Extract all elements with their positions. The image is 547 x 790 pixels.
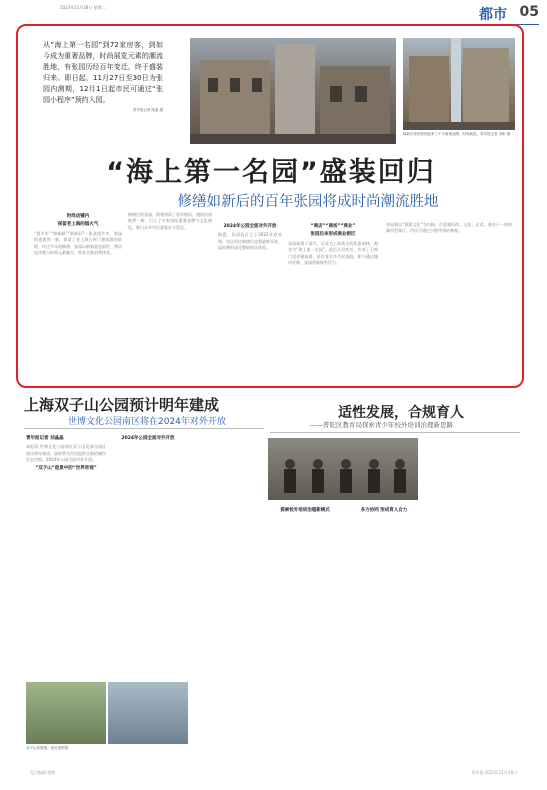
article2-column-1 (26, 434, 106, 678)
column-1-text: “很多年”“换新颜”“新新旧”一张张图片中，张园街道焕然一新，保留了老上海石库门建筑群的肌理。经过多年的修缮，张园以崭新姿态面世，将历史风貌与时尚元素融合，带来全新消费体验。 (34, 230, 122, 256)
article3-heading1: 探索校外培训治理新模式 (280, 508, 330, 513)
photo-caption: 焕新归来的张园迎来了不少重奢品牌、时尚展览。青年报记者 刘昕 摄 (403, 132, 511, 136)
lead-credit: 青年报记者 陈嘉 摄 (132, 108, 163, 112)
article3-column-2 (346, 506, 422, 746)
article2-text: 本报讯 世博文化公园南区双子山及部分园区预计明年建成，届时将为市民提供全新的城市生态空间。2024年公园全面对外开放。 (26, 444, 106, 463)
column-2-text: 修缮后的张园，街巷保留了原有格局，建筑内部焕然一新，引入了多家国际重奢品牌与文化展览，吸引众多市民游客打卡留念。 (128, 212, 212, 230)
section-name: 都市 (479, 7, 507, 23)
article3-column-right (426, 438, 520, 744)
lead-paragraph (43, 40, 163, 113)
article2-column-2 (110, 434, 186, 678)
article2-rule (24, 428, 264, 429)
column-3 (218, 222, 282, 380)
article2-credit: 青年报记者 刘晶晶 (26, 436, 64, 441)
article2-column-3 (190, 434, 264, 744)
footer-left: 见习编辑 徐晓 (30, 770, 56, 775)
article3-photo (268, 438, 418, 500)
zhangyuan-lane-photo (403, 38, 515, 130)
page-number: 05 (519, 4, 539, 20)
column-4-text: 张园始建于清代，后成为上海著名的私家园林，被誉为“海上第一名园”。此后几经变迁，形成了石库门里弄建筑群，居住着众多市民家庭。如今通过城市更新，张园重新焕发活力。 (288, 240, 378, 266)
people-illustration (268, 438, 418, 500)
column-1 (34, 212, 122, 380)
date-line: 2023年11月28日 星期二 (60, 5, 106, 10)
column-1-subheading: 保留老上海的烟火气 (57, 222, 99, 228)
column-4 (288, 222, 378, 380)
article2-heading3: 2024年公园全面对外开放 (121, 436, 175, 441)
lead-text: 从“海上第一名园”到72家房客，到如今成为重奢品牌，时尚展览元素的潮流胜地，有张园历经百年变迁，终于盛装归来。即日起，11月27日至30日为张园内测期，12月1日起市民可通过“张园小程序”预约入园。 (43, 41, 163, 104)
page-footer (30, 770, 517, 776)
main-headline: “海上第一名园”盛装回归 (106, 157, 436, 188)
twin-hills-photo-2 (108, 682, 188, 744)
column-1-heading: 时尚店铺内 (66, 214, 90, 219)
article3-subheadline: ——普陀区教育局探索青少年校外培训治理新思路 (310, 421, 453, 429)
article3-heading2: 多方协同 形成育人合力 (360, 508, 408, 513)
column-3-text: 据悉，张园西区已于2022年底亮相，东区经过修缮后也将陆续开放，届时将形成完整的街区体验。 (218, 232, 282, 251)
lane-illustration (403, 38, 515, 130)
building-illustration (190, 38, 396, 144)
column-3-heading: 2024年公园全面对外开放 (223, 224, 277, 229)
article2-heading2: “双子山”造景中的“世界奇观” (35, 465, 97, 471)
column-5-text: 张园将以“海派文化”为内核，打造集时尚、文化、艺术、商业于一体的城市会客厅，市民可通过小程序预约参观。 (386, 222, 512, 234)
column-5 (386, 222, 512, 380)
main-subheadline: 修缮如新后的百年张园将成时尚潮流胜地 (177, 194, 439, 210)
zhangyuan-street-photo (190, 38, 396, 144)
article2-photo-caption: 双子山效果图。受访者供图 (26, 746, 68, 750)
article3-column-1 (268, 506, 342, 746)
article2-headline: 上海双子山公园预计明年建成 (24, 396, 220, 414)
article3-rule (270, 432, 520, 433)
article2-subheadline: 世博文化公园南区将在2024年对外开放 (68, 417, 226, 427)
footer-right: 青年报 2023年11月28日 (471, 770, 517, 775)
article3-headline: 适性发展，合规育人 (338, 405, 464, 421)
twin-hills-photo-1 (26, 682, 106, 744)
column-4-subheading: 张园后来形成商业街区 (310, 232, 356, 238)
column-2 (128, 212, 212, 380)
column-4-heading: “商店”“商场”“商业” (310, 224, 356, 229)
